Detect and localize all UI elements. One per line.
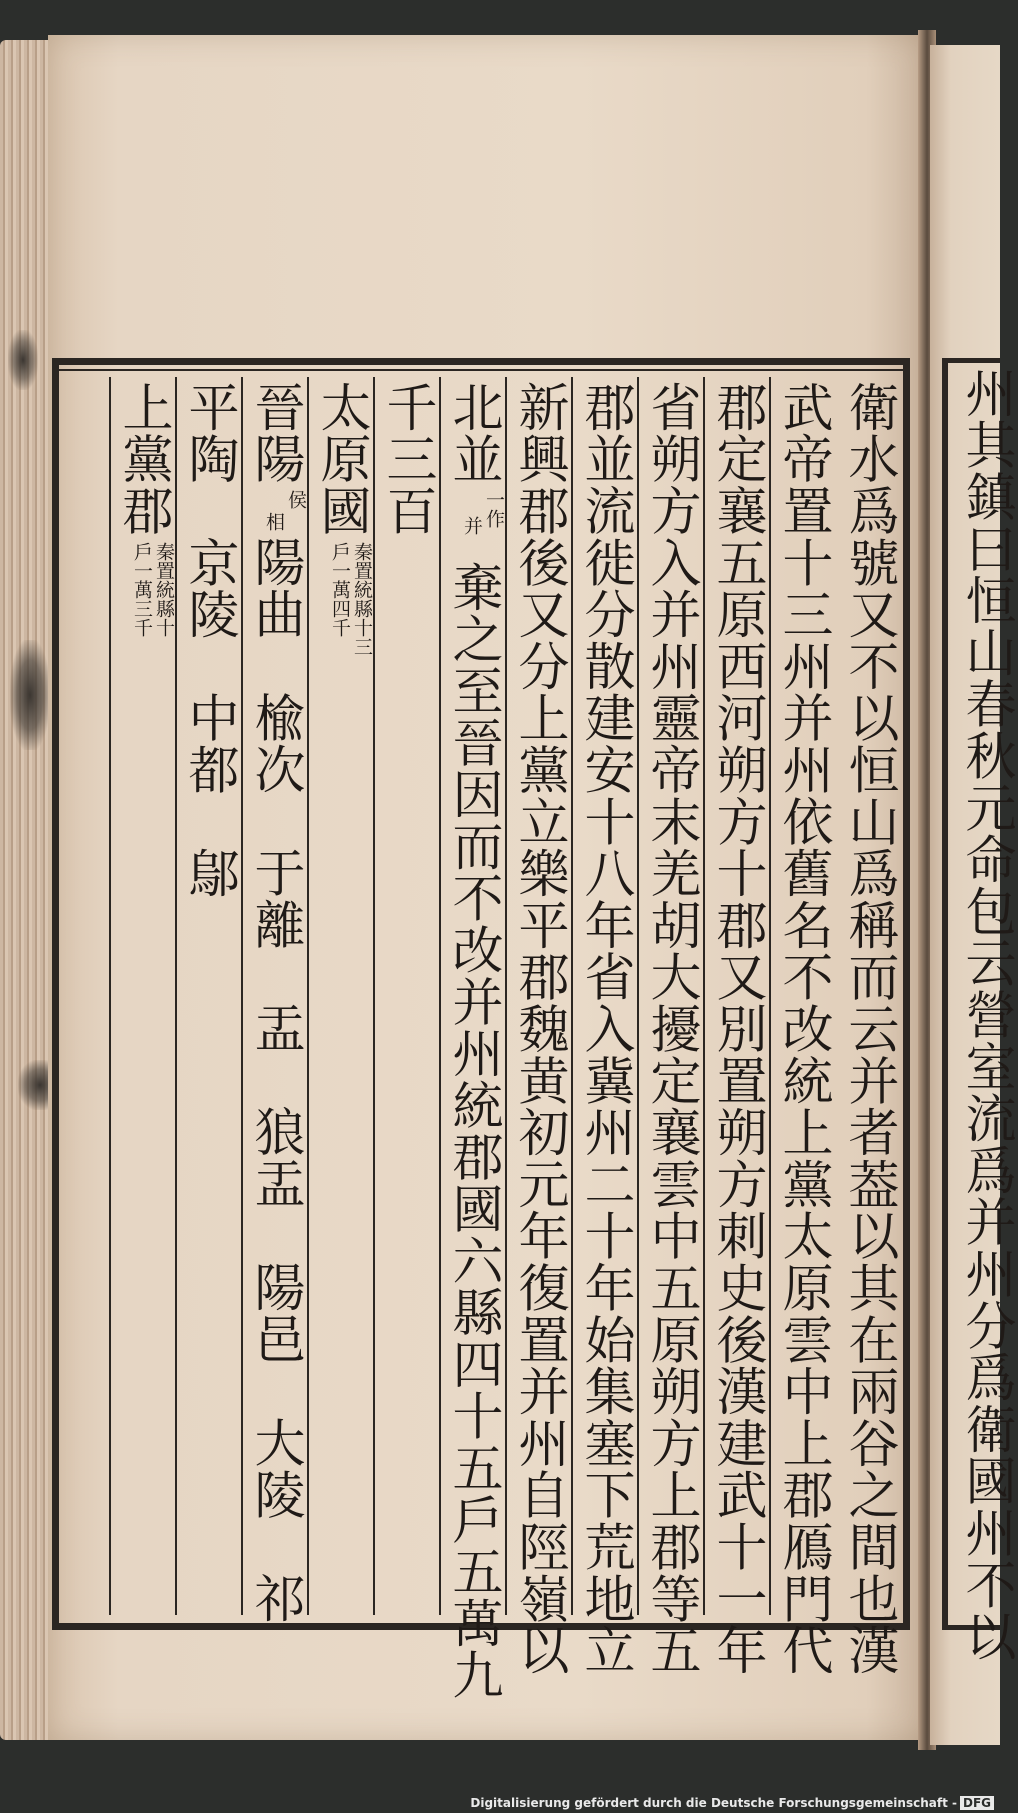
note-line: 戶一萬四千 <box>329 541 351 637</box>
dfg-logo: DFG <box>960 1796 994 1810</box>
text-column-4 <box>637 377 705 1676</box>
column-text: 平陶 京陵 中都 鄔 <box>179 381 238 899</box>
inline-note <box>263 490 307 531</box>
inline-note <box>461 490 505 556</box>
column-text: 陽曲 楡次 于離 盂 狼盂 陽邑 大陵 祁 <box>245 535 304 1624</box>
stack-mark <box>10 640 50 750</box>
text-column-8 <box>373 377 441 1615</box>
text-column-6 <box>505 377 573 1676</box>
note-line: 相 <box>263 511 285 531</box>
digitization-credit <box>470 1796 994 1810</box>
right-page-text: 州其鎮曰恒山春秋元命包云營室流爲并州分爲衛國州不以 <box>956 367 1015 1662</box>
entry-heading: 太原國 <box>311 381 370 537</box>
right-page-border <box>942 358 1000 363</box>
column-text: 衛水爲號又不以恒山爲稱而云并者葢以其在兩谷之間也漢 <box>839 381 898 1676</box>
inline-note <box>329 542 373 656</box>
note-line: 一作 <box>483 489 505 528</box>
column-text: 省朔方入并州靈帝末羌胡大擾定襄雲中五原朔方上郡等五 <box>641 381 700 1676</box>
note-line: 秦置統縣十三 <box>351 541 373 656</box>
stack-mark <box>8 330 38 390</box>
right-page-border <box>942 358 948 1630</box>
column-text: 郡定襄五原西河朔方十郡又別置朔方刺史後漢建武十一年 <box>707 381 766 1676</box>
text-column-12 <box>109 377 177 1615</box>
column-text: 北並 <box>443 381 502 485</box>
note-line: 秦置統縣十 <box>153 541 175 637</box>
column-text: 郡並流徙分散建安十八年省入冀州二十年始集塞下荒地立 <box>575 381 634 1676</box>
text-column-10 <box>241 377 309 1624</box>
text-block <box>52 358 910 1701</box>
text-column-1 <box>837 377 903 1676</box>
column-text: 新興郡後又分上黨立樂平郡魏黄初元年復置并州自陘嶺以 <box>509 381 568 1676</box>
right-page-column <box>952 365 1015 1662</box>
text-column-2 <box>769 377 837 1676</box>
text-column-7 <box>439 377 507 1701</box>
column-text: 千三百 <box>377 381 436 537</box>
note-line: 戶一萬三千 <box>131 541 153 637</box>
inline-note <box>131 542 175 637</box>
column-text: 棄之至晉因而不改并州統郡國六縣四十五戶五萬九 <box>443 560 502 1701</box>
note-line: 并 <box>461 515 483 535</box>
text-column-11 <box>175 377 243 1615</box>
note-line: 侯 <box>285 489 307 509</box>
text-column-5 <box>571 377 639 1676</box>
entry-heading: 上黨郡 <box>113 381 172 537</box>
credit-text: Digitalisierung gefördert durch die Deutsche Forschungsgemeinschaft - <box>470 1796 957 1810</box>
column-text: 武帝置十三州并州依舊名不改統上黨太原雲中上郡鴈門代 <box>773 381 832 1676</box>
page-stack <box>0 40 52 1740</box>
text-column-9 <box>307 377 375 1615</box>
text-column-3 <box>703 377 771 1676</box>
column-text: 晉陽 <box>245 381 304 485</box>
